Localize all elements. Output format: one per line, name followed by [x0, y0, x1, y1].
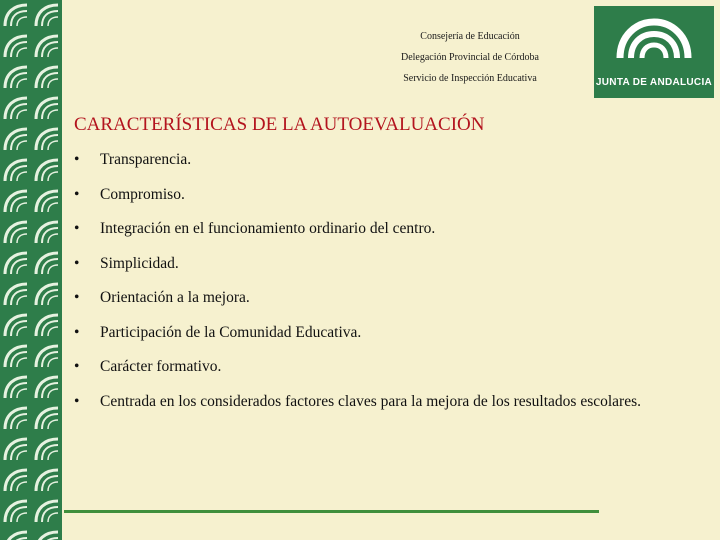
- list-item-text: Participación de la Comunidad Educativa.: [100, 323, 362, 341]
- list-item-text: Orientación a la mejora.: [100, 289, 250, 306]
- list-item-text: Carácter formativo.: [100, 358, 222, 375]
- bullet: •: [74, 358, 80, 375]
- bullet: •: [74, 151, 80, 168]
- bullet: •: [74, 220, 80, 237]
- header-line-service: Servicio de Inspección Educativa: [403, 73, 537, 84]
- bullet: •: [74, 254, 80, 272]
- bottom-divider: [64, 510, 599, 513]
- header-block: [330, 26, 610, 89]
- list-item-text: Integración en el funcionamiento ordinario del centro.: [100, 220, 436, 237]
- decorative-sidebar: [0, 0, 62, 540]
- bullet: •: [74, 323, 80, 341]
- bullet: •: [74, 289, 80, 306]
- bullet: •: [74, 392, 80, 410]
- page-title: CARACTERÍSTICAS DE LA AUTOEVALUACIÓN: [74, 114, 485, 135]
- junta-de-andalucia-logo: [594, 6, 714, 98]
- arch-pattern-icon: [0, 0, 62, 540]
- list-item-text: Transparencia.: [100, 151, 192, 168]
- header-line-delegation: Delegación Provincial de Córdoba: [400, 52, 539, 63]
- list-item-text: Simplicidad.: [100, 254, 179, 272]
- logo-text: JUNTA DE ANDALUCIA: [595, 77, 713, 88]
- list-item-text: Centrada en los considerados factores claves para la mejora de los resultados escolares.: [100, 392, 641, 410]
- list-item-text: Compromiso.: [100, 185, 185, 203]
- bullet: •: [74, 185, 80, 203]
- header-line-department: Consejería de Educación: [420, 31, 520, 42]
